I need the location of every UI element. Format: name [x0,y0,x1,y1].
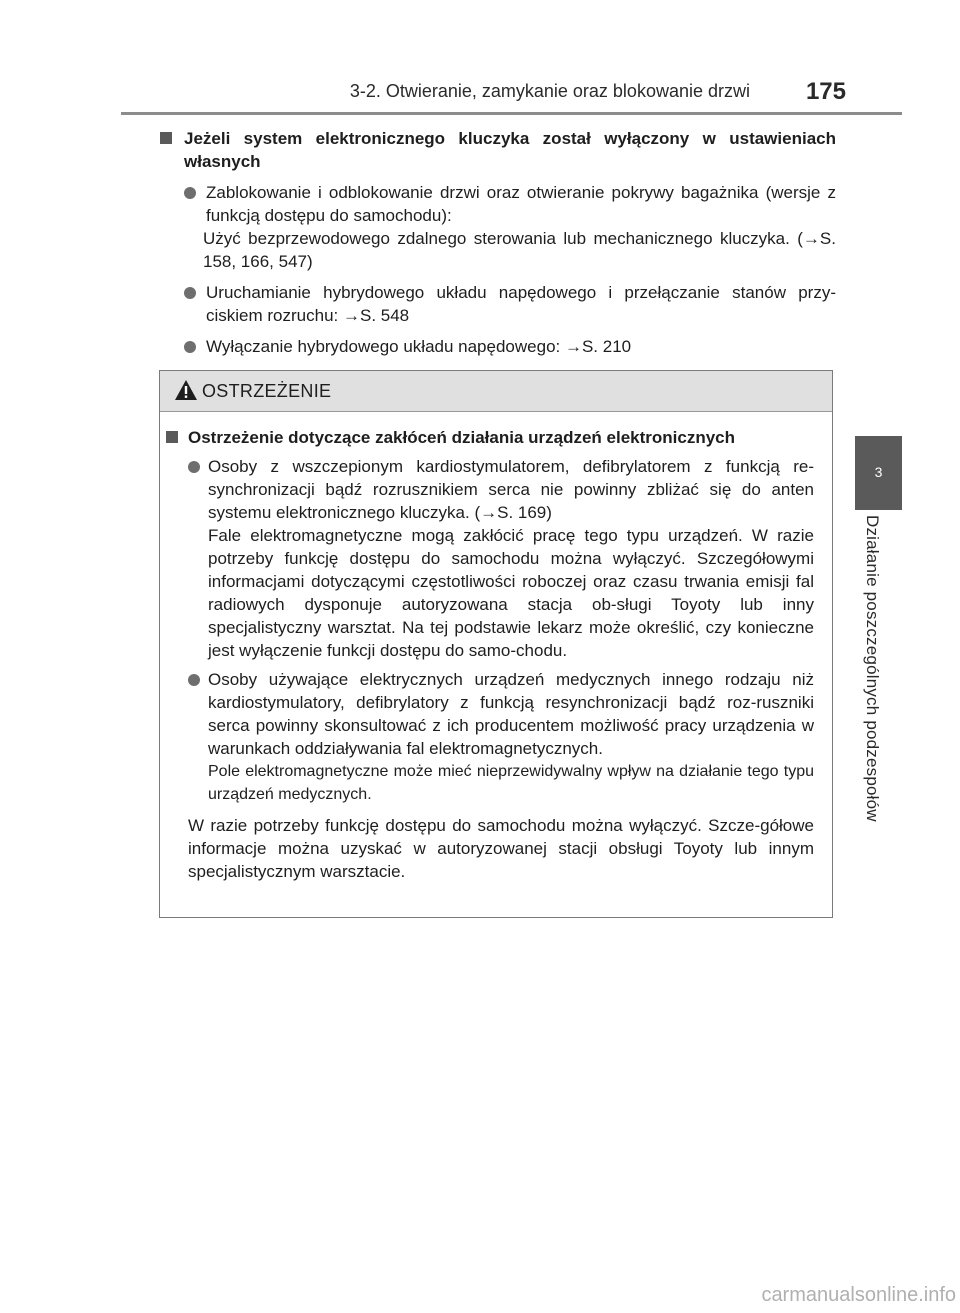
list-item [166,455,814,524]
warning-closing: W razie potrzeby funkcję dostępu do samochodu można wyłączyć. Szcze-gółowe informacje można uzyskać w autoryzowanej stacji obsługi Toyoty lub innym specjalistycznym warsztacie. [188,816,814,881]
list-item-text: Osoby z wszczepionym kardiostymulatorem, defibrylatorem z funkcją re-synchronizacji bądź rozrusznikiem serca nie powinny zbliżać się do anten systemu elektronicznego kluczyka. (→S. 169) [208,457,814,522]
list-item [160,181,836,227]
list-item [166,668,814,760]
list-item-text: Uruchamianie hybrydowego układu napędowego i przełączanie stanów przy-ciskiem rozruchu: →S. 548 [206,283,836,325]
intro-heading [160,127,836,173]
section-title: 3-2. Otwieranie, zamykanie oraz blokowanie drzwi [349,81,750,101]
list-item-text: Zablokowanie i odblokowanie drzwi oraz otwieranie pokrywy bagażnika (wersje z funkcją dostępu do samochodu): [206,183,836,225]
warning-heading [166,426,814,449]
list-item-detail: Użyć bezprzewodowego zdalnego sterowania lub mechanicznego kluczyka. (→S. 158, 166, 547) [203,229,836,271]
list-item-detail: Fale elektromagnetyczne mogą zakłócić pracę tego typu urządzeń. W razie potrzeby funkcję dostępu do samochodu można wyłączyć. Szczegółowymi informacjami dotyczącymi częstotliwości roboczej oraz czasu trwania emisji fal radiowych dysponuje autoryzowana stacja ob-sługi Toyoty lub inny specjalistyczny warsztat. Na tej podstawie lekarz może określić, czy konieczne jest wyłączenie funkcji dostępu do samo-chodu. [208,526,814,660]
warning-triangle-icon [174,379,198,401]
page-number: 175 [805,78,846,105]
round-bullet-icon [188,674,200,686]
page-header [350,78,846,108]
list-item [160,281,836,327]
round-bullet-icon [184,287,196,299]
warning-box [159,370,833,918]
watermark: carmanualsonline.info [761,1284,956,1306]
list-item-detail: Pole elektromagnetyczne może mieć nieprzewidywalny wpływ na działanie tego typu urządzeń medycznych. [208,763,814,803]
chapter-number: 3 [874,464,883,480]
chapter-tab [855,436,902,510]
header-divider [121,112,902,115]
warning-title: OSTRZEŻENIE [202,381,332,401]
round-bullet-icon [184,187,196,199]
intro-heading-text: Jeżeli system elektronicznego kluczyka został wyłączony w ustawieniach własnych [184,129,836,171]
warning-body [160,412,832,883]
list-item-text: Wyłączanie hybrydowego układu napędowego: →S. 210 [206,337,632,356]
warning-heading-text: Ostrzeżenie dotyczące zakłóceń działania urządzeń elektronicznych [188,428,736,447]
list-item-text: Osoby używające elektrycznych urządzeń medycznych innego rodzaju niż kardiostymulatory, defibrylatory z funkcją resynchronizacji bądź roz-ruszniki serca powinny skonsultować z ich producentem możliwość pracy urządzenia w warunkach oddziaływania fal elektromagnetycznych. [208,670,814,758]
warning-header [160,371,832,412]
list-item [160,335,836,358]
square-bullet-icon [160,132,172,144]
chapter-label: Działanie poszczególnych podzespołów [863,515,882,822]
intro-section [160,127,836,358]
round-bullet-icon [188,461,200,473]
round-bullet-icon [184,341,196,353]
square-bullet-icon [166,431,178,443]
